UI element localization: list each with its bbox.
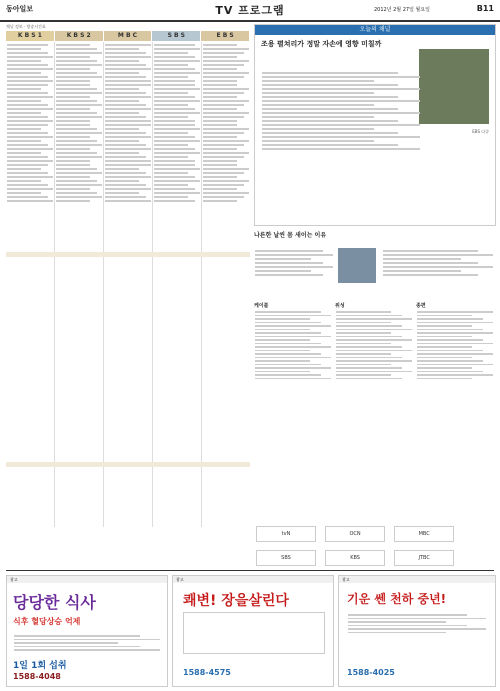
logo-tvn: tvN xyxy=(256,526,316,542)
section-title: TV 프로그램 xyxy=(215,4,285,17)
ad-label: 광고 xyxy=(173,576,333,583)
ad-body xyxy=(13,633,161,653)
ad-body xyxy=(347,612,487,635)
logo-jtbc: JTBC xyxy=(394,550,454,566)
secondary-story-title: 나른한 날씬 몸 새이는 이유 xyxy=(254,232,327,239)
channel-kbs2: K B S 2 xyxy=(55,31,104,41)
channel-ebs: E B S xyxy=(201,31,250,41)
time-band xyxy=(6,462,250,467)
page-header xyxy=(0,0,500,22)
secondary-story xyxy=(254,230,494,290)
issue-date: 2012년 2월 27일 월요일 xyxy=(373,7,430,13)
ad-left xyxy=(6,575,168,687)
channel-logo-strip xyxy=(254,520,494,570)
ad-headline: 기운 쎈 천하 중년! xyxy=(347,592,447,606)
feature-story xyxy=(254,24,496,226)
ad-subheadline: 식후 혈당상승 억제 xyxy=(13,617,81,626)
channel-sbs: S B S xyxy=(152,31,201,41)
listing-group-title: 케이블 xyxy=(254,303,269,309)
story-text xyxy=(261,70,421,152)
channel-mbc: M B C xyxy=(104,31,153,41)
logo-kbs: KBS xyxy=(325,550,385,566)
time-band xyxy=(6,252,250,257)
ad-phone: 1588-4025 xyxy=(347,668,395,677)
logo-ocn: OCN xyxy=(325,526,385,542)
ad-label: 광고 xyxy=(7,576,167,583)
listing-group-title: 종편 xyxy=(416,303,426,309)
newspaper-brand: 동아일보 xyxy=(6,5,34,13)
ad-center xyxy=(172,575,334,687)
listing-group-title: 위성 xyxy=(335,303,345,309)
ad-headline: 쾌변! 장을살린다 xyxy=(183,593,289,609)
channel-kbs1: K B S 1 xyxy=(6,31,55,41)
ad-phone: 1588-4048 xyxy=(13,672,61,681)
ad-separator xyxy=(6,570,494,571)
ad-headline: 당당한 식사 xyxy=(13,593,96,612)
listing-col-1 xyxy=(6,42,55,527)
logo-sbs: SBS xyxy=(256,550,316,566)
listing-col-2 xyxy=(55,42,104,527)
story-title: 조용 펼쳐리가 정말 자손에 영향 미칠까 xyxy=(261,40,382,48)
story-byline: EBS 다큐 xyxy=(472,129,489,134)
page-number: B11 xyxy=(476,4,494,13)
tv-listings-grid xyxy=(6,42,250,527)
story-photo xyxy=(419,49,489,124)
ad-image-box xyxy=(183,612,325,654)
ad-label: 광고 xyxy=(339,576,495,583)
ad-right xyxy=(338,575,496,687)
tv-channel-header xyxy=(6,31,250,41)
listing-col-5 xyxy=(202,42,250,527)
listing-col-4 xyxy=(153,42,202,527)
secondary-story-photo xyxy=(338,248,376,283)
ad-phone: 1588-4575 xyxy=(183,668,231,677)
story-tag: 오늘의 채널 xyxy=(255,25,495,35)
tv-top-note: 채널 정보 · 방송시간표 xyxy=(6,24,46,29)
listing-col-3 xyxy=(104,42,153,527)
ad-offer: 1일 1회 섭취 xyxy=(13,661,67,671)
logo-mbc: MBC xyxy=(394,526,454,542)
